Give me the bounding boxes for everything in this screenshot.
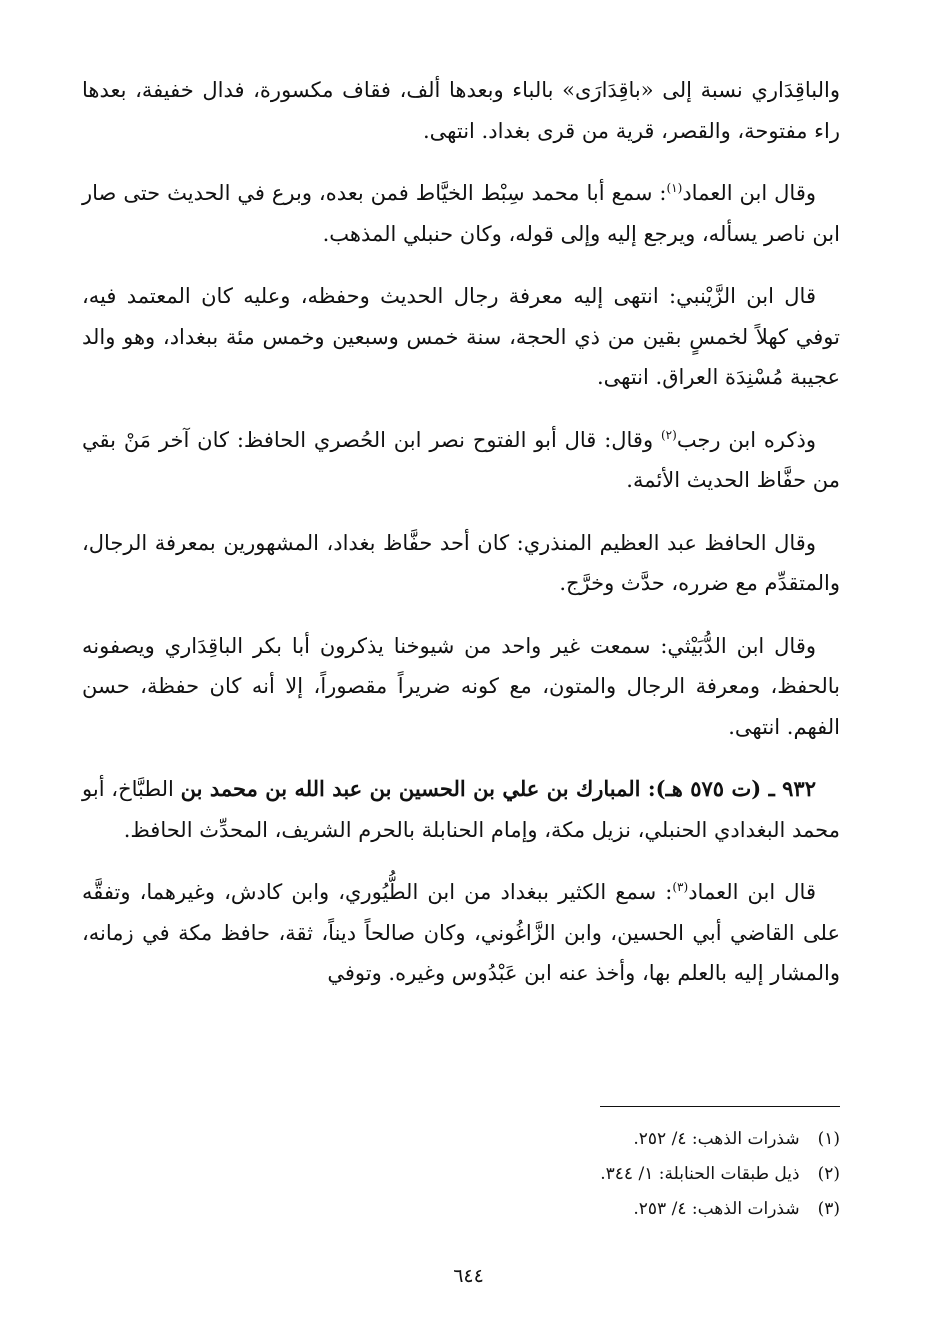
paragraph-ibn-rajab [82, 420, 840, 501]
paragraph-text: والباقِدَاري نسبة إلى «باقِدَارَى» بالباء وبعدها ألف، فقاف مكسورة، فدال خفيفة، بعدها راء مفتوحة، والقصر، قرية من قرى بغداد. انتهى. [82, 78, 840, 143]
footnote-number: (٣) [817, 1199, 840, 1219]
footnote-separator [600, 1106, 840, 1107]
footnote-ref-2[interactable]: (٢) [660, 427, 677, 442]
paragraph-text: وقال ابن الدُّبَيْثي: سمعت غير واحد من شيوخنا يذكرون أبا بكر الباقِدَاري ويصفونه بالحفظ، ومعرفة الرجال والمتون، مع كونه ضريراً مقصوراً، إلا أنه كان حفظة، حسن الفهم. انتهى. [82, 633, 840, 739]
paragraph-ibn-al-imad-1 [82, 173, 840, 254]
paragraph-text: وقال ابن العماد [682, 181, 816, 205]
paragraph-ibn-al-imad-3 [82, 872, 840, 994]
footnote-number: (١) [817, 1129, 840, 1149]
paragraph-ibn-al-zaynabi [82, 276, 840, 398]
footnote-text: شذرات الذهب: ٤/ ٢٥٣. [633, 1199, 800, 1219]
footnote-text: شذرات الذهب: ٤/ ٢٥٢. [633, 1129, 800, 1149]
footnote-number: (٢) [817, 1164, 840, 1184]
paragraph-text: : سمع أبا محمد سِبْط الخيَّاط فمن بعده، وبرع في الحديث حتى صار ابن ناصر يسأله، ويرجع إليه وإلى قوله، وكان حنبلي المذهب. [82, 181, 840, 246]
footnote-text: ذيل طبقات الحنابلة: ١/ ٣٤٤. [600, 1164, 800, 1184]
paragraph-al-mundhiri [82, 523, 840, 604]
footnote-item [82, 1122, 840, 1157]
paragraph-entry-932 [82, 769, 840, 850]
page-number: ٦٤٤ [453, 1265, 484, 1287]
paragraph-text: وذكره ابن رجب [676, 427, 817, 452]
footnotes [82, 1122, 840, 1227]
main-text [82, 70, 840, 1016]
paragraph-nisba [82, 70, 840, 151]
paragraph-ibn-al-dubaythi [82, 626, 840, 748]
footnote-item [82, 1157, 840, 1192]
footnote-ref-1[interactable]: (١) [666, 181, 683, 195]
paragraph-text: وقال: قال أبو الفتوح نصر ابن الحُصري الحافظ: كان آخر مَنْ بقي من حفَّاظ الحديث الأئمة. [82, 427, 840, 492]
footnote-item [82, 1192, 840, 1227]
paragraph-text: وقال الحافظ عبد العظيم المنذري: كان أحد حفَّاظ بغداد، المشهورين بمعرفة الرجال، والمتقدِّم مع ضرره، حدَّث وخرَّج. [82, 530, 840, 595]
footnote-ref-3[interactable]: (٣) [672, 880, 689, 894]
paragraph-text: : سمع الكثير ببغداد من ابن الطُّيُوري، وابن كادش، وغيرهما، وتفقَّه على القاضي أبي الحسين، وابن الزَّاغُوني، وكان صالحاً ديناً، ثقة، حافظ مكة في زمانه، والمشار إليه بالعلم بها، وأخذ عنه ابن عَبْدُوس وغيره. وتوفي [82, 880, 840, 985]
entry-heading: ٩٣٢ ـ (ت ٥٧٥ هـ): المبارك بن علي بن الحسين بن عبد الله بن محمد بن [180, 776, 816, 801]
paragraph-text: قال ابن العماد [688, 880, 816, 904]
paragraph-text: الطبَّاخ، أبو محمد البغدادي الحنبلي، نزيل مكة، وإمام الحنابلة بالحرم الشريف، المحدِّث الحافظ. [82, 777, 840, 842]
paragraph-text: قال ابن الزَّيْنبي: انتهى إليه معرفة رجال الحديث وحفظه، وعليه كان المعتمد فيه، توفي كهلاً لخمسٍ بقين من ذي الحجة، سنة خمس وسبعين وخمس مئة ببغداد، وهو والد عجيبة مُسْنِدَة العراق. انتهى. [82, 284, 840, 389]
